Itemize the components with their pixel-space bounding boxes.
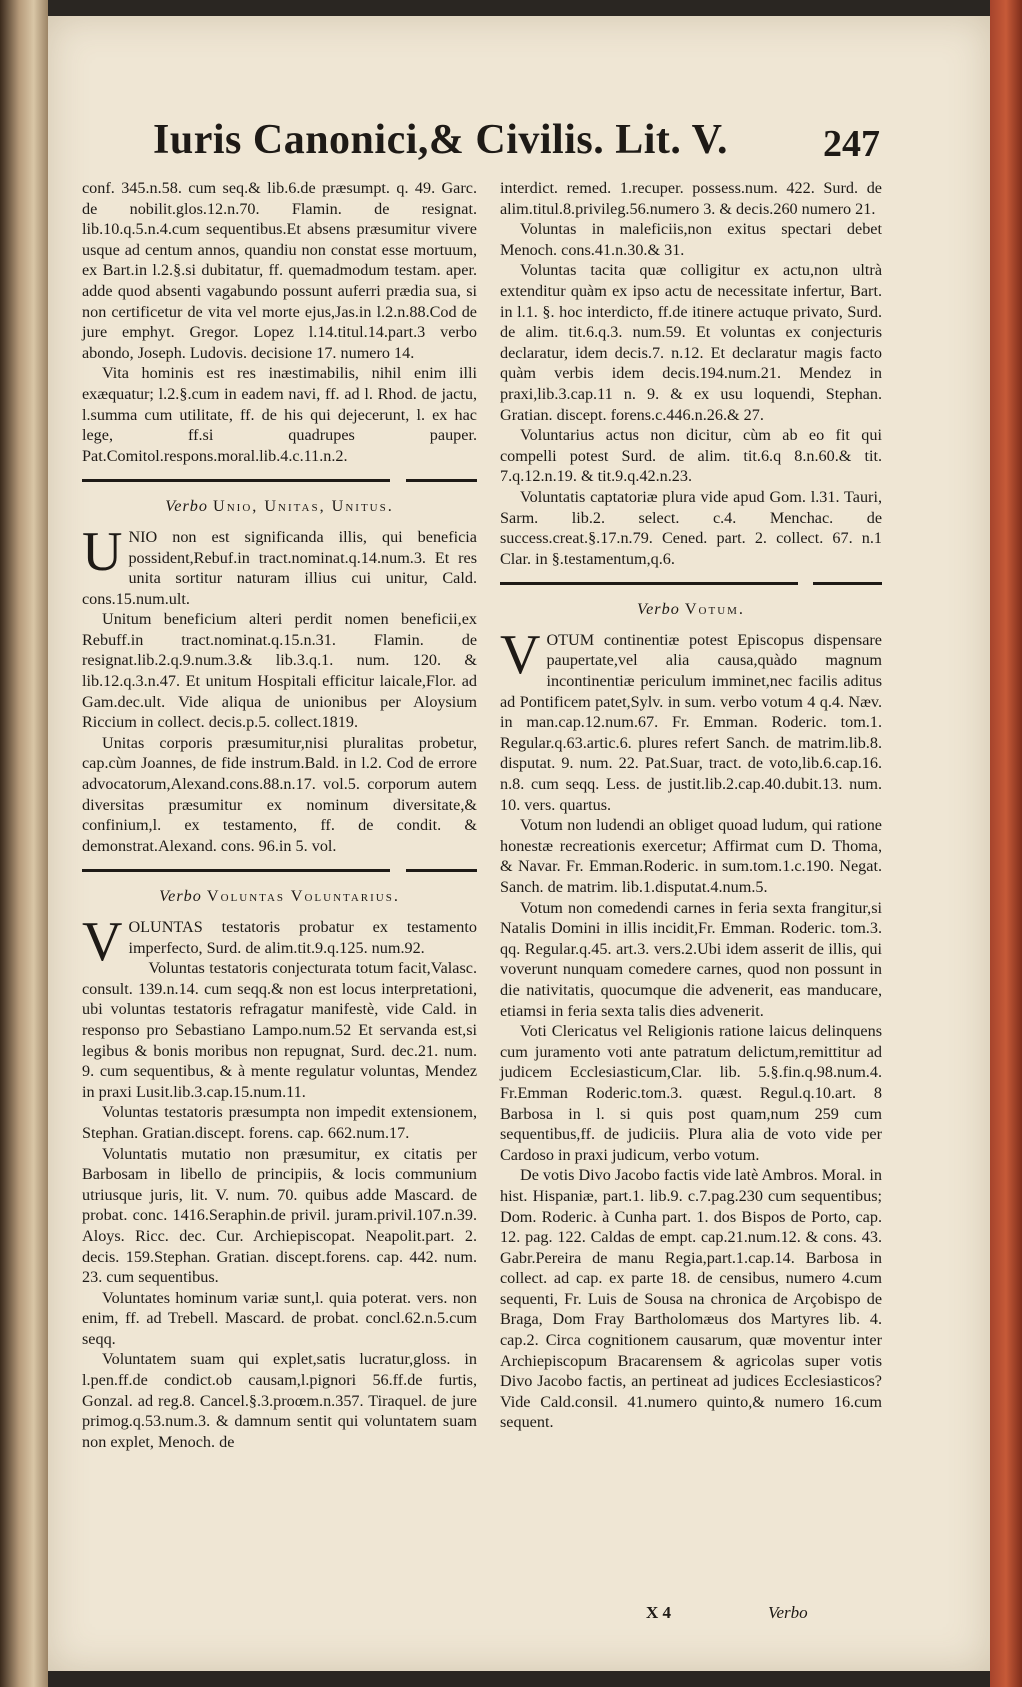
- drop-capital: V: [82, 911, 123, 973]
- paragraph: Voluntatis mutatio non præsumitur, ex citatis per Barbosam in libello de principiis, & locis communium utriusque juris, lit. V. num. 70. quibus adde Mascard. de probat. conc. 1416.Seraphin.de privil. juram.privil.107.n.39. Aloys. Ricc. dec. Cur. Archiepiscopat. Neapolit.part. 2. decis. 159.Stephan. Gratian. discept.forens. cap. 442. num. 23. cum sequentibus.: [82, 1144, 477, 1287]
- paragraph: Voluntas tacita quæ colligitur ex actu,non ultrà extenditur quàm ex ipso actu de necessitate infertur, Bart. in l.1. §. hoc interdicto, ff.de itinere actuque privato, Surd. de alim. tit.6.q.3. num.59. Et voluntas ex conjecturis declaratur, idem decis.7. n.12. Et declaratur magis facto quàm verbis idem decis.194.num.21. Mendez in praxi,lib.3.cap.11 n. 9. & ex usu loquendi, Stephan. Gratian. discept. forens.c.446.n.26.& 27.: [500, 261, 882, 424]
- heading-words: Votum.: [684, 600, 745, 619]
- page-footer: [48, 1603, 990, 1633]
- paragraph: Voluntarius actus non dicitur, cùm ab eo fit qui compelli potest Surd. de alim. tit.6.q 8.n.60.& tit. 7.q.12.n.19. & tit.9.q.42.n.23.: [500, 426, 882, 486]
- paragraph: Voluntas in maleficiis,non exitus spectari debet Menoch. cons.41.n.30.& 31.: [500, 220, 882, 259]
- paragraph: Vita hominis est res inæstimabilis, nihil enim illi exæquatur; l.2.§.cum in eadem navi, ff. ad l. Rhod. de jactu, l.summa cum utilitate, ff. de his qui dejecerunt, l. ex hac lege, ff.si quadrupes pauper. Pat.Comitol.respons.moral.lib.4.c.11.n.2.: [82, 364, 477, 465]
- heading-prefix: Verbo: [637, 600, 680, 619]
- paragraph: Votum non ludendi an obliget quoad ludum, qui ratione honestæ recreationis exercetur; Affirmat cum D. Thoma, & Navar. Fr. Emman.Roderic. in sum.tom.1.c.190. Negat. Sanch. de matrim. lib.1.disputat.4.num.5.: [500, 816, 882, 896]
- paragraph: Unitum beneficium alteri perdit nomen beneficii,ex Rebuff.in tract.nominat.q.15.n.31. Flamin. de resignat.lib.2.q.9.num.3.& lib.3.q.1. num. 120. & lib.12.q.3.n.47. Et unitum Hospitali efficitur laicale,Flor. ad Gam.dec.ult. Vide aliqua de unionibus per Aloysium Riccium in collect. decis.p.5. collect.1819.: [82, 610, 477, 732]
- paragraph: Voti Clericatus vel Religionis ratione laicus delinquens cum juramento voti ante patratum delictum,remittitur ad judicem Ecclesiasticum,Clar. lib. 5.§.fin.q.98.num.4. Fr.Emman Roderic.tom.3. quæst. Regul.q.10.art. 8 Barbosa in l. si quis post quam,num 259 cum sequentibus,ff. de judiciis. Plura alia de voto vide per Cardoso in praxi judicum, verbo votum.: [500, 1022, 882, 1164]
- paragraph: Voluntatem suam qui explet,satis lucratur,gloss. in l.pen.ff.de condict.ob causam,l.pignori 56.ff.de furtis, Gonzal. ad reg.8. Cancel.§.3.proœm.n.357. Tiraquel. de jure primog.q.53.num.3. & damnum sentit qui voluntatem suam non explet, Menoch. de: [82, 1350, 477, 1451]
- paragraph-text: NIO non est significanda illis, qui beneficia possident,Rebuf.in tract.nominat.q.14.num.3. Et res unita sortitur naturam illius cui unitur, Cald. cons.15.num.ult.: [82, 527, 477, 608]
- drop-capital: V: [500, 623, 541, 686]
- paragraph: interdict. remed. 1.recuper. possess.num. 422. Surd. de alim.titul.8.privileg.56.numero 3. & decis.260 numero 21.: [500, 179, 882, 218]
- paragraph-text: OLUNTAS testatoris probatur ex testamento imperfecto, Surd. de alim.tit.9.q.125. num.92.: [128, 918, 477, 957]
- left-column: [82, 178, 477, 1452]
- book-right-edge: [990, 0, 1022, 1687]
- paragraph-text: OTUM continentiæ potest Episcopus dispensare paupertate,vel alia causa,quàdo magnum incontinentiæ periculum imminet,nec facilis aditus ad Pontificem patet,Sylv. in sum. verbo votum 4 q.4. Næv. in man.cap.12.num.67. Fr. Emman. Roderic. tom.1. Regular.q.63.artic.6. plures refert Sanch. de matrim.lib.8. disputat. 9. num. 22. Pat.Suar, tract. de voto,lib.6.cap.16. n.8. cum seqq. Less. de justit.lib.2.cap.40.dubit.13. num. 10. vers. quartus.: [500, 630, 882, 814]
- right-column: [500, 178, 882, 1433]
- section-heading-votum: [500, 599, 882, 620]
- paragraph: Voluntas testatoris præsumpta non impedit extensionem, Stephan. Gratian.discept. forens. cap. 662.num.17.: [82, 1103, 477, 1142]
- heading-words: Unio, Unitas, Unitus.: [213, 497, 394, 516]
- paragraph: De votis Divo Jacobo factis vide latè Ambros. Moral. in hist. Hispaniæ, part.1. lib.9. c.7.pag.230 cum sequentibus; Dom. Roderic. à Cunha part. 1. dos Bispos de Porto, cap. 12. pag. 122. Caldas de empt. cap.21.num.12. & cons. 43. Gabr.Pereira de manu Regia,part.1.cap.14. Barbosa in collect. ad cap. ex parte 18. de censibus, numero 4.cum sequenti, Fr. Luis de Sousa na chronica de Arçobispo de Braga, Dom Fray Bartholomæus dos Martyres lib. 4. cap.2. Circa cognitionem causarum, quæ moventur inter Archiepiscopum Bracarensem & agricolas super votis Divo Jacobo factis, an pertineat ad judices Ecclesiasticos? Vide Cald.consil. 41.numero quinto,& numero 16.cum sequent.: [500, 1166, 882, 1432]
- drop-capital: U: [82, 520, 123, 583]
- section-heading-unio: [82, 496, 477, 517]
- paragraph: Unitas corporis præsumitur,nisi pluralitas probetur, cap.cùm Joannes, de fide instrum.Bald. in l.2. Cod de errore advocatorum,Alexand.cons.88.n.17. vol.5. corporum autem diversitas præsumitur ex nominum diversitate,& confinium,l. ex testamento, ff. de condit. & demonstrat.Alexand. cons. 96.in 5. vol.: [82, 733, 477, 855]
- paragraph: Voluntas testatoris conjecturata totum facit,Valasc. consult. 139.n.14. cum seqq.& non est locus interpretationi, ubi voluntas testatoris refragatur manifestè, vide Cald. in responso pro Sebastiano Lampo.num.52 Et servanda est,si legibus & bonis moribus non repugnat, Surd. dec.21. num. 9. cum sequentibus, & à mente regulatur voluntas, Mendez in praxi Lusit.lib.3.cap.15.num.11.: [82, 959, 477, 1101]
- paragraph: Votum non comedendi carnes in feria sexta frangitur,si Natalis Domini in illis incidit,Fr. Emman. Roderic. tom.3. qq. Regular.q.45. art.3. vers.2.Ubi idem asserit de illis, qui voverunt nunquam comedere carnes, quod non possunt in die nativitatis, quocumque die advenerit, eas manducare, etiamsi in feria sexta talis dies advenerit.: [500, 898, 882, 1020]
- section-divider: [82, 478, 477, 482]
- paragraph: [82, 911, 477, 973]
- heading-prefix: Verbo: [165, 497, 208, 516]
- paragraph: [82, 520, 477, 609]
- catchword: Verbo: [768, 1603, 808, 1622]
- signature-mark: X 4: [646, 1603, 672, 1622]
- page-number: 247: [823, 123, 880, 165]
- paragraph: conf. 345.n.58. cum seq.& lib.6.de præsumpt. q. 49. Garc. de nobilit.glos.12.n.70. Flamin. de resignat. lib.10.q.5.n.4.cum sequentibus.Et absens præsumitur vivere usque ad centum annos, quandiu non constat esse mortuum, ex Bart.in l.2.§.si dubitatur, ff. quemadmodum testam. aper. adde quod absenti vagabundo possunt auferri prædia sua, si non certificetur de vita vel morte ejus,Jas.in l.2.n.88.Cod de jure emphyt. Gregor. Lopez l.14.titul.14.part.3 verbo abondo, Joseph. Ludovis. decisione 17. numero 14.: [82, 179, 477, 362]
- paragraph: [500, 623, 882, 815]
- book-left-edge: [0, 0, 48, 1687]
- paragraph: Voluntates hominum variæ sunt,l. quia poterat. vers. non enim, ff. ad Trebell. Mascard. de probat. concl.62.n.5.cum seqq.: [82, 1288, 477, 1348]
- section-heading-voluntas: [82, 886, 477, 907]
- paragraph: Voluntatis captatoriæ plura vide apud Gom. l.31. Tauri, Sarm. lib.2. select. c.4. Menchac. de success.creat.§.17.n.79. Cened. part. 2. collect. 67. n.1 Clar. in §.testamentum,q.6.: [500, 487, 882, 568]
- section-divider: [82, 868, 477, 872]
- running-title: Iuris Canonici,& Civilis. Lit. V.: [153, 117, 729, 163]
- book-page: [48, 16, 990, 1671]
- heading-prefix: Verbo: [159, 887, 202, 906]
- section-divider: [500, 581, 882, 585]
- heading-words: Voluntas Voluntarius.: [206, 887, 400, 906]
